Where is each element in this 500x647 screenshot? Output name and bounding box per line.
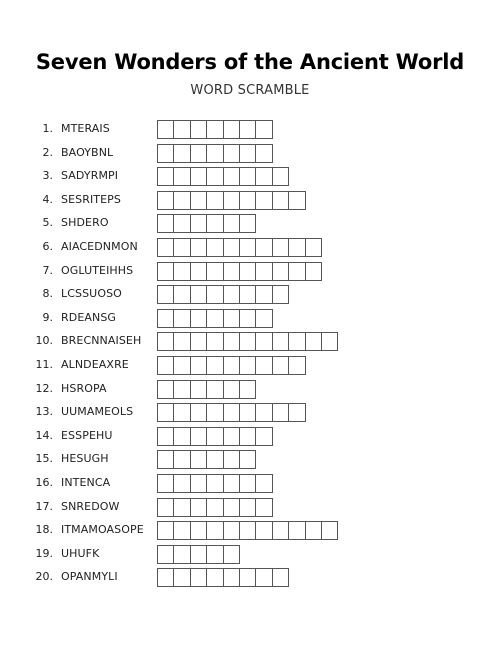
letter-box[interactable]	[305, 521, 322, 540]
letter-box[interactable]	[157, 380, 174, 399]
letter-box[interactable]	[206, 167, 223, 186]
letter-box[interactable]	[305, 238, 322, 257]
letter-box[interactable]	[157, 191, 174, 210]
letter-box[interactable]	[173, 568, 190, 587]
row-number: 6.	[42, 240, 53, 253]
letter-box[interactable]	[173, 309, 190, 328]
row-number: 16.	[35, 476, 53, 489]
scrambled-word: AIACEDNMON	[61, 240, 138, 253]
letter-box[interactable]	[206, 309, 223, 328]
letter-box[interactable]	[255, 498, 272, 517]
scrambled-word: HESUGH	[61, 452, 109, 466]
puzzle-row	[0, 498, 500, 516]
puzzle-row	[0, 238, 500, 256]
letter-box[interactable]	[255, 285, 272, 304]
letter-box[interactable]	[305, 262, 322, 281]
row-number: 8.	[42, 287, 53, 301]
scrambled-word: ALNDEAXRE	[61, 358, 129, 371]
puzzle-row	[0, 545, 500, 563]
letter-box[interactable]	[321, 332, 338, 351]
letter-box[interactable]	[223, 285, 240, 304]
letter-box[interactable]	[272, 238, 289, 257]
letter-box[interactable]	[157, 498, 174, 517]
letter-box[interactable]	[239, 380, 256, 399]
letter-box[interactable]	[157, 144, 174, 163]
letter-box[interactable]	[239, 238, 256, 257]
letter-box[interactable]	[255, 568, 272, 587]
row-number: 10.	[35, 334, 53, 348]
answer-boxes	[157, 380, 255, 398]
letter-box[interactable]	[288, 403, 305, 422]
letter-box[interactable]	[206, 403, 223, 422]
letter-box[interactable]	[157, 356, 174, 375]
letter-box[interactable]	[190, 238, 207, 257]
letter-box[interactable]	[190, 380, 207, 399]
letter-box[interactable]	[255, 167, 272, 186]
answer-boxes	[157, 332, 337, 350]
letter-box[interactable]	[157, 332, 174, 351]
letter-box[interactable]	[223, 309, 240, 328]
letter-box[interactable]	[190, 191, 207, 210]
scrambled-word: UUMAMEOLS	[61, 405, 134, 419]
letter-box[interactable]	[173, 214, 190, 233]
letter-box[interactable]	[288, 521, 305, 540]
letter-box[interactable]	[206, 120, 223, 139]
letter-box[interactable]	[190, 309, 207, 328]
page-subtitle: WORD SCRAMBLE	[190, 83, 310, 98]
letter-box[interactable]	[255, 427, 272, 446]
puzzle-row	[0, 262, 500, 280]
letter-box[interactable]	[223, 474, 240, 493]
letter-box[interactable]	[206, 285, 223, 304]
row-number: 1.	[42, 122, 53, 135]
letter-box[interactable]	[239, 214, 256, 233]
letter-box[interactable]	[288, 262, 305, 281]
letter-box[interactable]	[157, 545, 174, 564]
letter-box[interactable]	[206, 262, 223, 281]
letter-box[interactable]	[190, 167, 207, 186]
letter-box[interactable]	[173, 238, 190, 257]
row-number: 3.	[42, 169, 53, 183]
letter-box[interactable]	[239, 498, 256, 517]
row-number: 9.	[42, 310, 53, 324]
letter-box[interactable]	[288, 191, 305, 210]
letter-box[interactable]	[305, 332, 322, 351]
letter-box[interactable]	[239, 521, 256, 540]
puzzle-row	[0, 167, 500, 185]
answer-boxes	[157, 521, 337, 539]
row-number: 15.	[35, 452, 53, 466]
answer-boxes	[157, 498, 272, 516]
letter-box[interactable]	[173, 380, 190, 399]
letter-box[interactable]	[190, 474, 207, 493]
letter-box[interactable]	[223, 332, 240, 351]
puzzle-row	[0, 285, 500, 303]
letter-box[interactable]	[157, 474, 174, 493]
letter-box[interactable]	[206, 380, 223, 399]
puzzle-row	[0, 120, 500, 138]
row-number: 17.	[35, 499, 53, 513]
scrambled-word: ESSPEHU	[61, 428, 113, 442]
puzzle-row	[0, 427, 500, 445]
puzzle-row	[0, 356, 500, 374]
puzzle-row	[0, 214, 500, 232]
letter-box[interactable]	[255, 191, 272, 210]
scrambled-word: LCSSUOSO	[61, 287, 122, 301]
puzzle-row	[0, 380, 500, 398]
letter-box[interactable]	[173, 474, 190, 493]
row-number: 12.	[35, 381, 53, 395]
letter-box[interactable]	[239, 403, 256, 422]
answer-boxes	[157, 191, 305, 209]
puzzle-row	[0, 309, 500, 327]
answer-boxes	[157, 238, 321, 256]
letter-box[interactable]	[173, 498, 190, 517]
letter-box[interactable]	[190, 521, 207, 540]
letter-box[interactable]	[173, 403, 190, 422]
letter-box[interactable]	[173, 521, 190, 540]
letter-box[interactable]	[272, 403, 289, 422]
letter-box[interactable]	[272, 332, 289, 351]
letter-box[interactable]	[272, 521, 289, 540]
letter-box[interactable]	[206, 427, 223, 446]
letter-box[interactable]	[239, 144, 256, 163]
letter-box[interactable]	[223, 521, 240, 540]
scrambled-word: INTENCA	[61, 476, 111, 489]
letter-box[interactable]	[255, 521, 272, 540]
letter-box[interactable]	[206, 474, 223, 493]
row-number: 19.	[35, 546, 53, 560]
letter-box[interactable]	[190, 545, 207, 564]
puzzle-row	[0, 450, 500, 468]
letter-box[interactable]	[255, 356, 272, 375]
letter-box[interactable]	[239, 191, 256, 210]
letter-box[interactable]	[190, 120, 207, 139]
letter-box[interactable]	[173, 144, 190, 163]
letter-box[interactable]	[255, 144, 272, 163]
letter-box[interactable]	[190, 332, 207, 351]
letter-box[interactable]	[223, 262, 240, 281]
letter-box[interactable]	[190, 285, 207, 304]
letter-box[interactable]	[223, 380, 240, 399]
answer-boxes	[157, 309, 272, 327]
letter-box[interactable]	[173, 450, 190, 469]
puzzle-row	[0, 403, 500, 421]
letter-box[interactable]	[173, 356, 190, 375]
letter-box[interactable]	[223, 498, 240, 517]
row-number: 11.	[35, 358, 53, 371]
letter-box[interactable]	[157, 450, 174, 469]
letter-box[interactable]	[206, 144, 223, 163]
puzzle-row	[0, 474, 500, 492]
letter-box[interactable]	[173, 285, 190, 304]
letter-box[interactable]	[223, 214, 240, 233]
scrambled-word: ITMAMOASOPE	[61, 523, 144, 537]
letter-box[interactable]	[288, 238, 305, 257]
letter-box[interactable]	[173, 167, 190, 186]
letter-box[interactable]	[223, 144, 240, 163]
letter-box[interactable]	[239, 427, 256, 446]
letter-box[interactable]	[190, 427, 207, 446]
answer-boxes	[157, 144, 272, 162]
letter-box[interactable]	[255, 332, 272, 351]
letter-box[interactable]	[173, 545, 190, 564]
row-number: 4.	[42, 192, 53, 206]
letter-box[interactable]	[157, 167, 174, 186]
scrambled-word: OPANMYLI	[61, 570, 118, 584]
letter-box[interactable]	[206, 356, 223, 375]
scrambled-word: SHDERO	[61, 216, 109, 230]
letter-box[interactable]	[288, 356, 305, 375]
scrambled-word: MTERAIS	[61, 122, 110, 135]
answer-boxes	[157, 285, 288, 303]
letter-box[interactable]	[206, 238, 223, 257]
puzzle-row	[0, 191, 500, 209]
answer-boxes	[157, 214, 255, 232]
letter-box[interactable]	[288, 332, 305, 351]
scrambled-word: SESRITEPS	[61, 192, 121, 206]
letter-box[interactable]	[272, 191, 289, 210]
letter-box[interactable]	[190, 214, 207, 233]
letter-box[interactable]	[157, 262, 174, 281]
letter-box[interactable]	[239, 474, 256, 493]
letter-box[interactable]	[173, 332, 190, 351]
letter-box[interactable]	[190, 568, 207, 587]
letter-box[interactable]	[255, 120, 272, 139]
letter-box[interactable]	[190, 450, 207, 469]
letter-box[interactable]	[272, 356, 289, 375]
letter-box[interactable]	[239, 332, 256, 351]
row-number: 5.	[42, 216, 53, 230]
letter-box[interactable]	[239, 309, 256, 328]
scrambled-word: BRECNNAISEH	[61, 334, 142, 348]
puzzle-row	[0, 332, 500, 350]
letter-box[interactable]	[157, 214, 174, 233]
puzzle-row	[0, 521, 500, 539]
scrambled-word: RDEANSG	[61, 310, 117, 324]
letter-box[interactable]	[157, 120, 174, 139]
letter-box[interactable]	[239, 262, 256, 281]
letter-box[interactable]	[173, 191, 190, 210]
scrambled-word: UHUFK	[61, 546, 100, 560]
letter-box[interactable]	[206, 450, 223, 469]
letter-box[interactable]	[173, 427, 190, 446]
letter-box[interactable]	[190, 498, 207, 517]
answer-boxes	[157, 403, 305, 421]
letter-box[interactable]	[206, 568, 223, 587]
letter-box[interactable]	[157, 427, 174, 446]
letter-box[interactable]	[223, 120, 240, 139]
puzzle-row	[0, 144, 500, 162]
letter-box[interactable]	[157, 285, 174, 304]
row-number: 2.	[42, 145, 53, 159]
letter-box[interactable]	[206, 191, 223, 210]
letter-box[interactable]	[272, 568, 289, 587]
letter-box[interactable]	[255, 403, 272, 422]
letter-box[interactable]	[157, 309, 174, 328]
scrambled-word: OGLUTEIHHS	[61, 263, 134, 277]
letter-box[interactable]	[190, 403, 207, 422]
letter-box[interactable]	[223, 167, 240, 186]
scrambled-word: SNREDOW	[61, 499, 120, 513]
scrambled-word: SADYRMPI	[61, 169, 119, 183]
letter-box[interactable]	[239, 356, 256, 375]
letter-box[interactable]	[223, 545, 240, 564]
row-number: 7.	[42, 263, 53, 277]
row-number: 14.	[35, 428, 53, 442]
letter-box[interactable]	[255, 309, 272, 328]
letter-box[interactable]	[190, 262, 207, 281]
letter-box[interactable]	[223, 568, 240, 587]
letter-box[interactable]	[157, 521, 174, 540]
letter-box[interactable]	[239, 167, 256, 186]
row-number: 13.	[35, 405, 53, 419]
letter-box[interactable]	[206, 545, 223, 564]
letter-box[interactable]	[206, 498, 223, 517]
page-title: Seven Wonders of the Ancient World	[35, 50, 465, 74]
letter-box[interactable]	[190, 144, 207, 163]
puzzle-row	[0, 568, 500, 586]
letter-box[interactable]	[173, 262, 190, 281]
answer-boxes	[157, 568, 288, 586]
answer-boxes	[157, 474, 272, 492]
letter-box[interactable]	[239, 285, 256, 304]
answer-boxes	[157, 427, 272, 445]
letter-box[interactable]	[239, 568, 256, 587]
letter-box[interactable]	[157, 568, 174, 587]
answer-boxes	[157, 450, 255, 468]
answer-boxes	[157, 167, 288, 185]
scrambled-word: BAOYBNL	[61, 145, 114, 159]
letter-box[interactable]	[255, 474, 272, 493]
answer-boxes	[157, 356, 305, 374]
answer-boxes	[157, 262, 321, 280]
letter-box[interactable]	[206, 332, 223, 351]
letter-box[interactable]	[223, 356, 240, 375]
letter-box[interactable]	[223, 403, 240, 422]
letter-box[interactable]	[239, 450, 256, 469]
letter-box[interactable]	[272, 167, 289, 186]
letter-box[interactable]	[157, 238, 174, 257]
letter-box[interactable]	[157, 403, 174, 422]
letter-box[interactable]	[272, 285, 289, 304]
letter-box[interactable]	[206, 214, 223, 233]
row-number: 18.	[35, 523, 53, 537]
letter-box[interactable]	[255, 262, 272, 281]
letter-box[interactable]	[272, 262, 289, 281]
letter-box[interactable]	[223, 427, 240, 446]
answer-boxes	[157, 120, 272, 138]
row-number: 20.	[35, 570, 53, 584]
letter-box[interactable]	[223, 238, 240, 257]
scrambled-word: HSROPA	[61, 381, 107, 395]
letter-box[interactable]	[223, 191, 240, 210]
letter-box[interactable]	[190, 356, 207, 375]
letter-box[interactable]	[255, 238, 272, 257]
letter-box[interactable]	[206, 521, 223, 540]
answer-boxes	[157, 545, 239, 563]
letter-box[interactable]	[321, 521, 338, 540]
letter-box[interactable]	[173, 120, 190, 139]
letter-box[interactable]	[223, 450, 240, 469]
letter-box[interactable]	[239, 120, 256, 139]
